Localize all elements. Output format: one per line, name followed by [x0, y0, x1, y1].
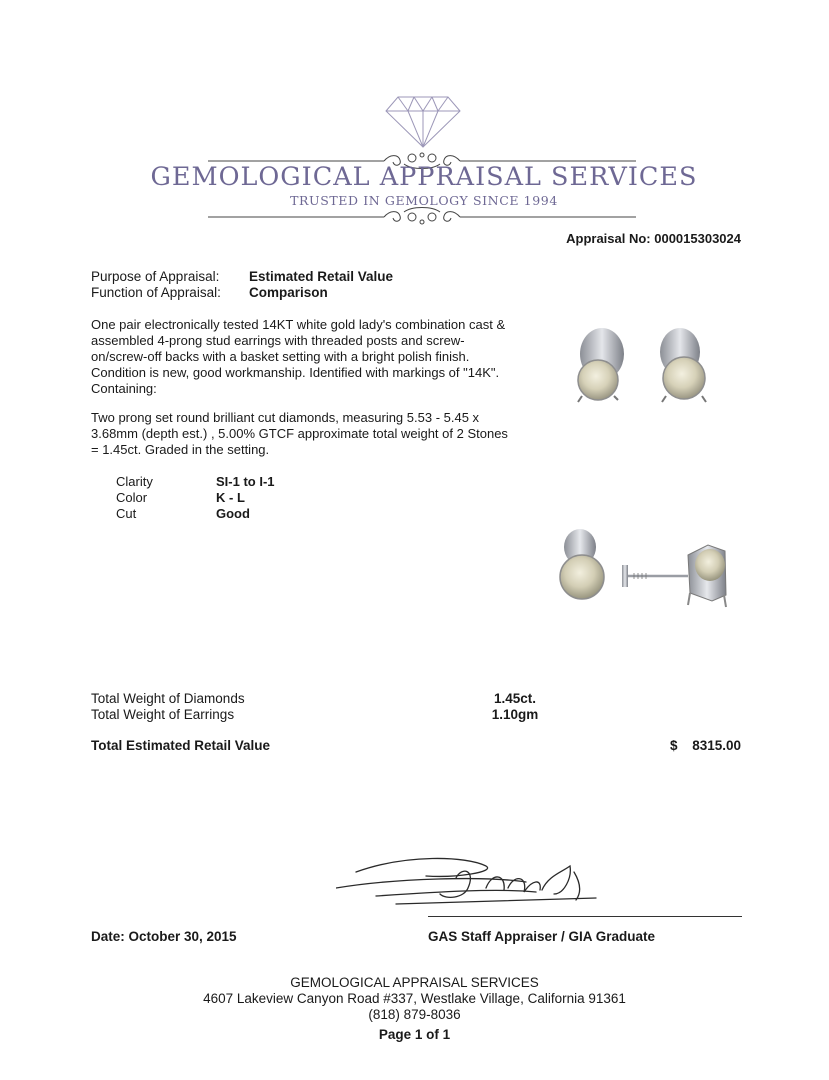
page-number: Page 1 of 1: [378, 1027, 451, 1042]
scroll-ornament-icon: [208, 206, 636, 228]
earring-pair-front-photo: [560, 320, 730, 420]
signature-line: [428, 916, 742, 917]
function-value: Comparison: [249, 285, 328, 300]
diamond-logo-icon: [384, 95, 462, 149]
retail-value-label: Total Estimated Retail Value: [91, 738, 271, 753]
earring-side-photo: [550, 525, 735, 615]
footer-phone: (818) 879-8036: [368, 1007, 461, 1022]
retail-currency: $: [670, 738, 678, 753]
color-value: K - L: [216, 490, 245, 505]
retail-value-amount: 8315.00: [692, 738, 741, 753]
function-label: Function of Appraisal:: [91, 285, 221, 300]
footer-address: 4607 Lakeview Canyon Road #337, Westlake Village, California 91361: [203, 991, 626, 1006]
earrings-weight-value: 1.10gm: [491, 707, 539, 722]
cut-label: Cut: [116, 506, 137, 521]
diamonds-weight-value: 1.45ct.: [493, 691, 537, 706]
purpose-label: Purpose of Appraisal:: [91, 269, 220, 284]
purpose-value: Estimated Retail Value: [249, 269, 394, 284]
appraisal-number: Appraisal No: 000015303024: [566, 231, 741, 246]
company-tagline: TRUSTED IN GEMOLOGY SINCE 1994: [290, 193, 558, 208]
stones-description: Two prong set round brilliant cut diamonds, measuring 5.53 - 5.45 x 3.68mm (depth est.) , 5.00% GTCF approximate total weight of 2 Stones = 1.45ct. Graded in the setting.: [91, 410, 508, 457]
cut-value: Good: [216, 506, 250, 521]
clarity-value: SI-1 to I-1: [216, 474, 275, 489]
earrings-weight-label: Total Weight of Earrings: [91, 707, 235, 722]
appraiser-title: GAS Staff Appraiser / GIA Graduate: [428, 929, 656, 944]
signature-icon: [336, 848, 616, 918]
appraisal-date: Date: October 30, 2015: [91, 929, 237, 944]
item-description: One pair electronically tested 14KT white gold lady's combination cast & assembled 4-prong stud earrings with threaded posts and screw-on/screw-off backs with a basket setting with a bright polish finish. Condition is new, good workmanship. Identified with markings of "14K". Containing:: [91, 317, 506, 396]
color-label: Color: [116, 490, 148, 505]
footer-company: GEMOLOGICAL APPRAISAL SERVICES: [290, 975, 539, 990]
diamonds-weight-label: Total Weight of Diamonds: [91, 691, 245, 706]
company-name: GEMOLOGICAL APPRAISAL SERVICES: [150, 162, 698, 192]
clarity-label: Clarity: [116, 474, 153, 489]
